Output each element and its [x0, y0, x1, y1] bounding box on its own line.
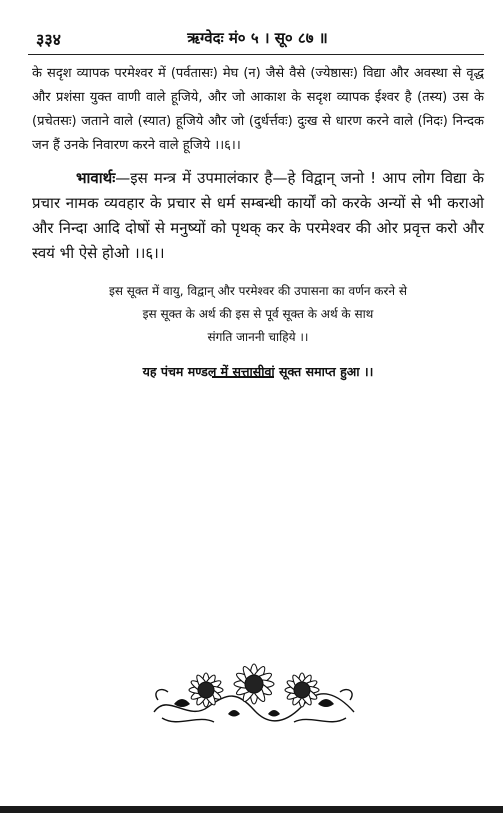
bhavarth-label: भावार्थः [76, 169, 116, 187]
bhavarth-text: —इस मन्त्र में उपमालंकार है—हे विद्वान् जनो ! आप लोग विद्या के प्रचार नामक व्यवहार के प्रचार से धर्म सम्बन्धी कार्यों को करके अन्यों से भी कराओ और निन्दा आदि दोषों से मनुष्यों को पृथक् कर के परमेश्वर की ओर प्रवृत्त करो और स्वयं भी ऐसे होओ ।।६।। [32, 169, 484, 262]
running-head: ऋग्वेदः मं० ५ । सू० ८७ ॥ [187, 29, 328, 47]
scan-edge-band [0, 806, 503, 813]
page-body [32, 62, 484, 380]
sukta-conclusion: यह पंचम मण्डल में सत्तासीवां सूक्त समाप्त हुआ ।। [142, 364, 374, 379]
sukta-summary [32, 280, 484, 349]
commentary-paragraph: के सदृश व्यापक परमेश्वर में (पर्वतासः) मेघ (न) जैसे वैसे (ज्येष्ठासः) विद्या और अवस्था से वृद्ध और प्रशंसा युक्त वाणी वाले हूजिये, और जो आकाश के सदृश व्यापक ईश्वर है (तस्य) उस के (प्रचेतसः) जताने वाले (स्यात) हूजिये और जो (दुर्धर्त्तवः) दुःख से धारण करने वाले (निदः) निन्दक जन हैं उनके निवारण करने वाले हूजिये ।।६।। [32, 66, 484, 153]
end-rule [212, 376, 274, 378]
bhavarth-paragraph [32, 166, 484, 266]
summary-line: संगति जाननी चाहिये ।। [207, 330, 309, 344]
header-rule [28, 54, 484, 55]
summary-line: इस सूक्त के अर्थ की इस से पूर्व सूक्त के अर्थ के साथ [142, 307, 374, 321]
page-number: ३३४ [36, 30, 61, 49]
summary-line: इस सूक्त में वायु, विद्वान् और परमेश्वर की उपासना का वर्णन करने से [108, 284, 408, 298]
floral-ornament-icon [148, 652, 360, 730]
page-header [30, 28, 485, 52]
